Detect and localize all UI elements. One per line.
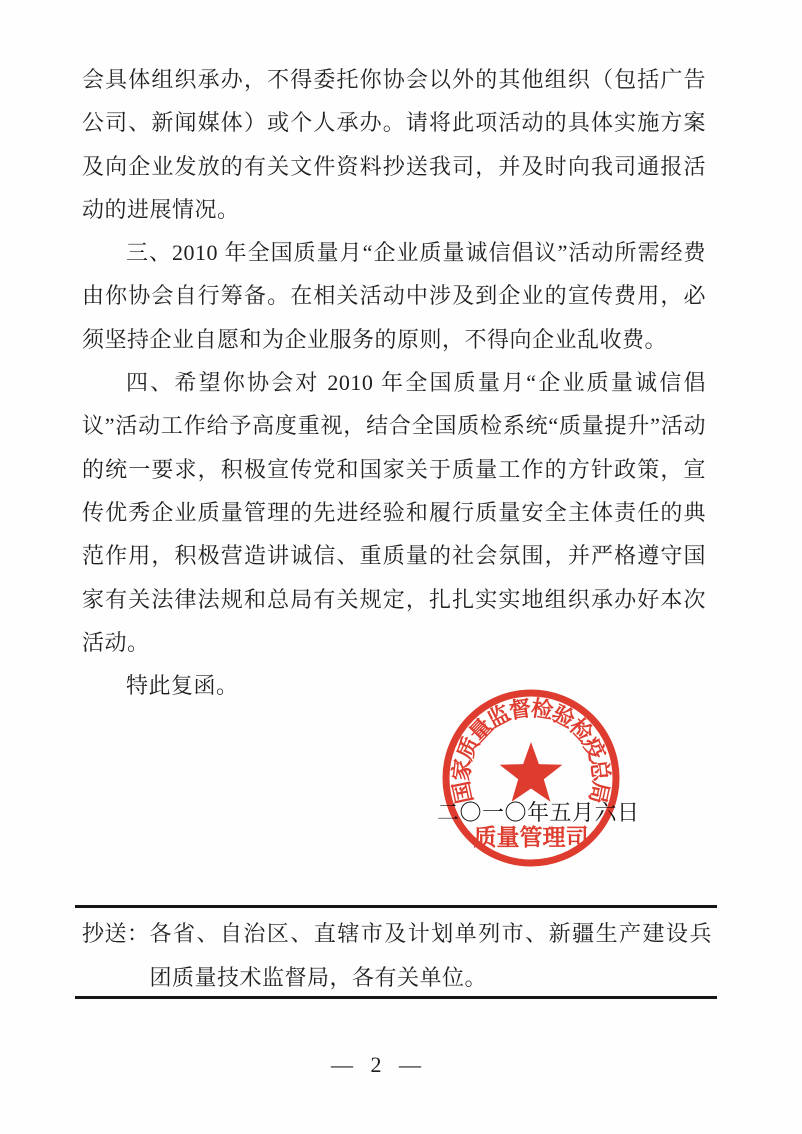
seal-department-text: 质量管理司 — [473, 825, 589, 850]
signature-date: 二〇一〇年五月六日 — [437, 800, 640, 825]
cc-recipients: 各省、自治区、直辖市及计划单列市、新疆生产建设兵团质量技术监督局，各有关单位。 — [149, 921, 712, 990]
cc-divider-bottom — [75, 996, 717, 999]
cc-divider-top — [75, 905, 717, 908]
paragraph-item-three: 三、2010 年全国质量月“企业质量诚信倡议”活动所需经费由你协会自行筹备。在相关活动中涉及到企业的宣传费用，必须坚持企业自愿和为企业服务的原则，不得向企业乱收费。 — [82, 240, 706, 352]
paragraph-item-four: 四、希望你协会对 2010 年全国质量月“企业质量诚信倡议”活动工作给予高度重视，结合全国质检系统“质量提升”活动的统一要求，积极宣传党和国家关于质量工作的方针政策，宣传优秀企业质量管理的先进经验和履行质量安全主体责任的典范作用，积极营造讲诚信、重质量的社会氛围，并严格遵守国家有关法律法规和总局有关规定，扎扎实实地组织承办好本次活动。 — [82, 370, 706, 655]
cc-label: 抄送： — [82, 921, 150, 946]
official-seal — [436, 683, 626, 873]
paragraph-continuation: 会具体组织承办，不得委托你协会以外的其他组织（包括广告公司、新闻媒体）或个人承办。请将此项活动的具体实施方案及向企业发放的有关文件资料抄送我司，并及时向我司通报活动的进展情况。 — [82, 67, 706, 222]
document-body — [82, 58, 706, 707]
paragraph-closing: 特此复函。 — [126, 673, 239, 699]
seal-star-icon — [500, 742, 563, 802]
seal-arc-text: 国家质量监督检验检疫总局 — [448, 695, 614, 806]
page-number: — 2 — — [331, 1052, 427, 1077]
cc-section — [82, 912, 712, 1000]
